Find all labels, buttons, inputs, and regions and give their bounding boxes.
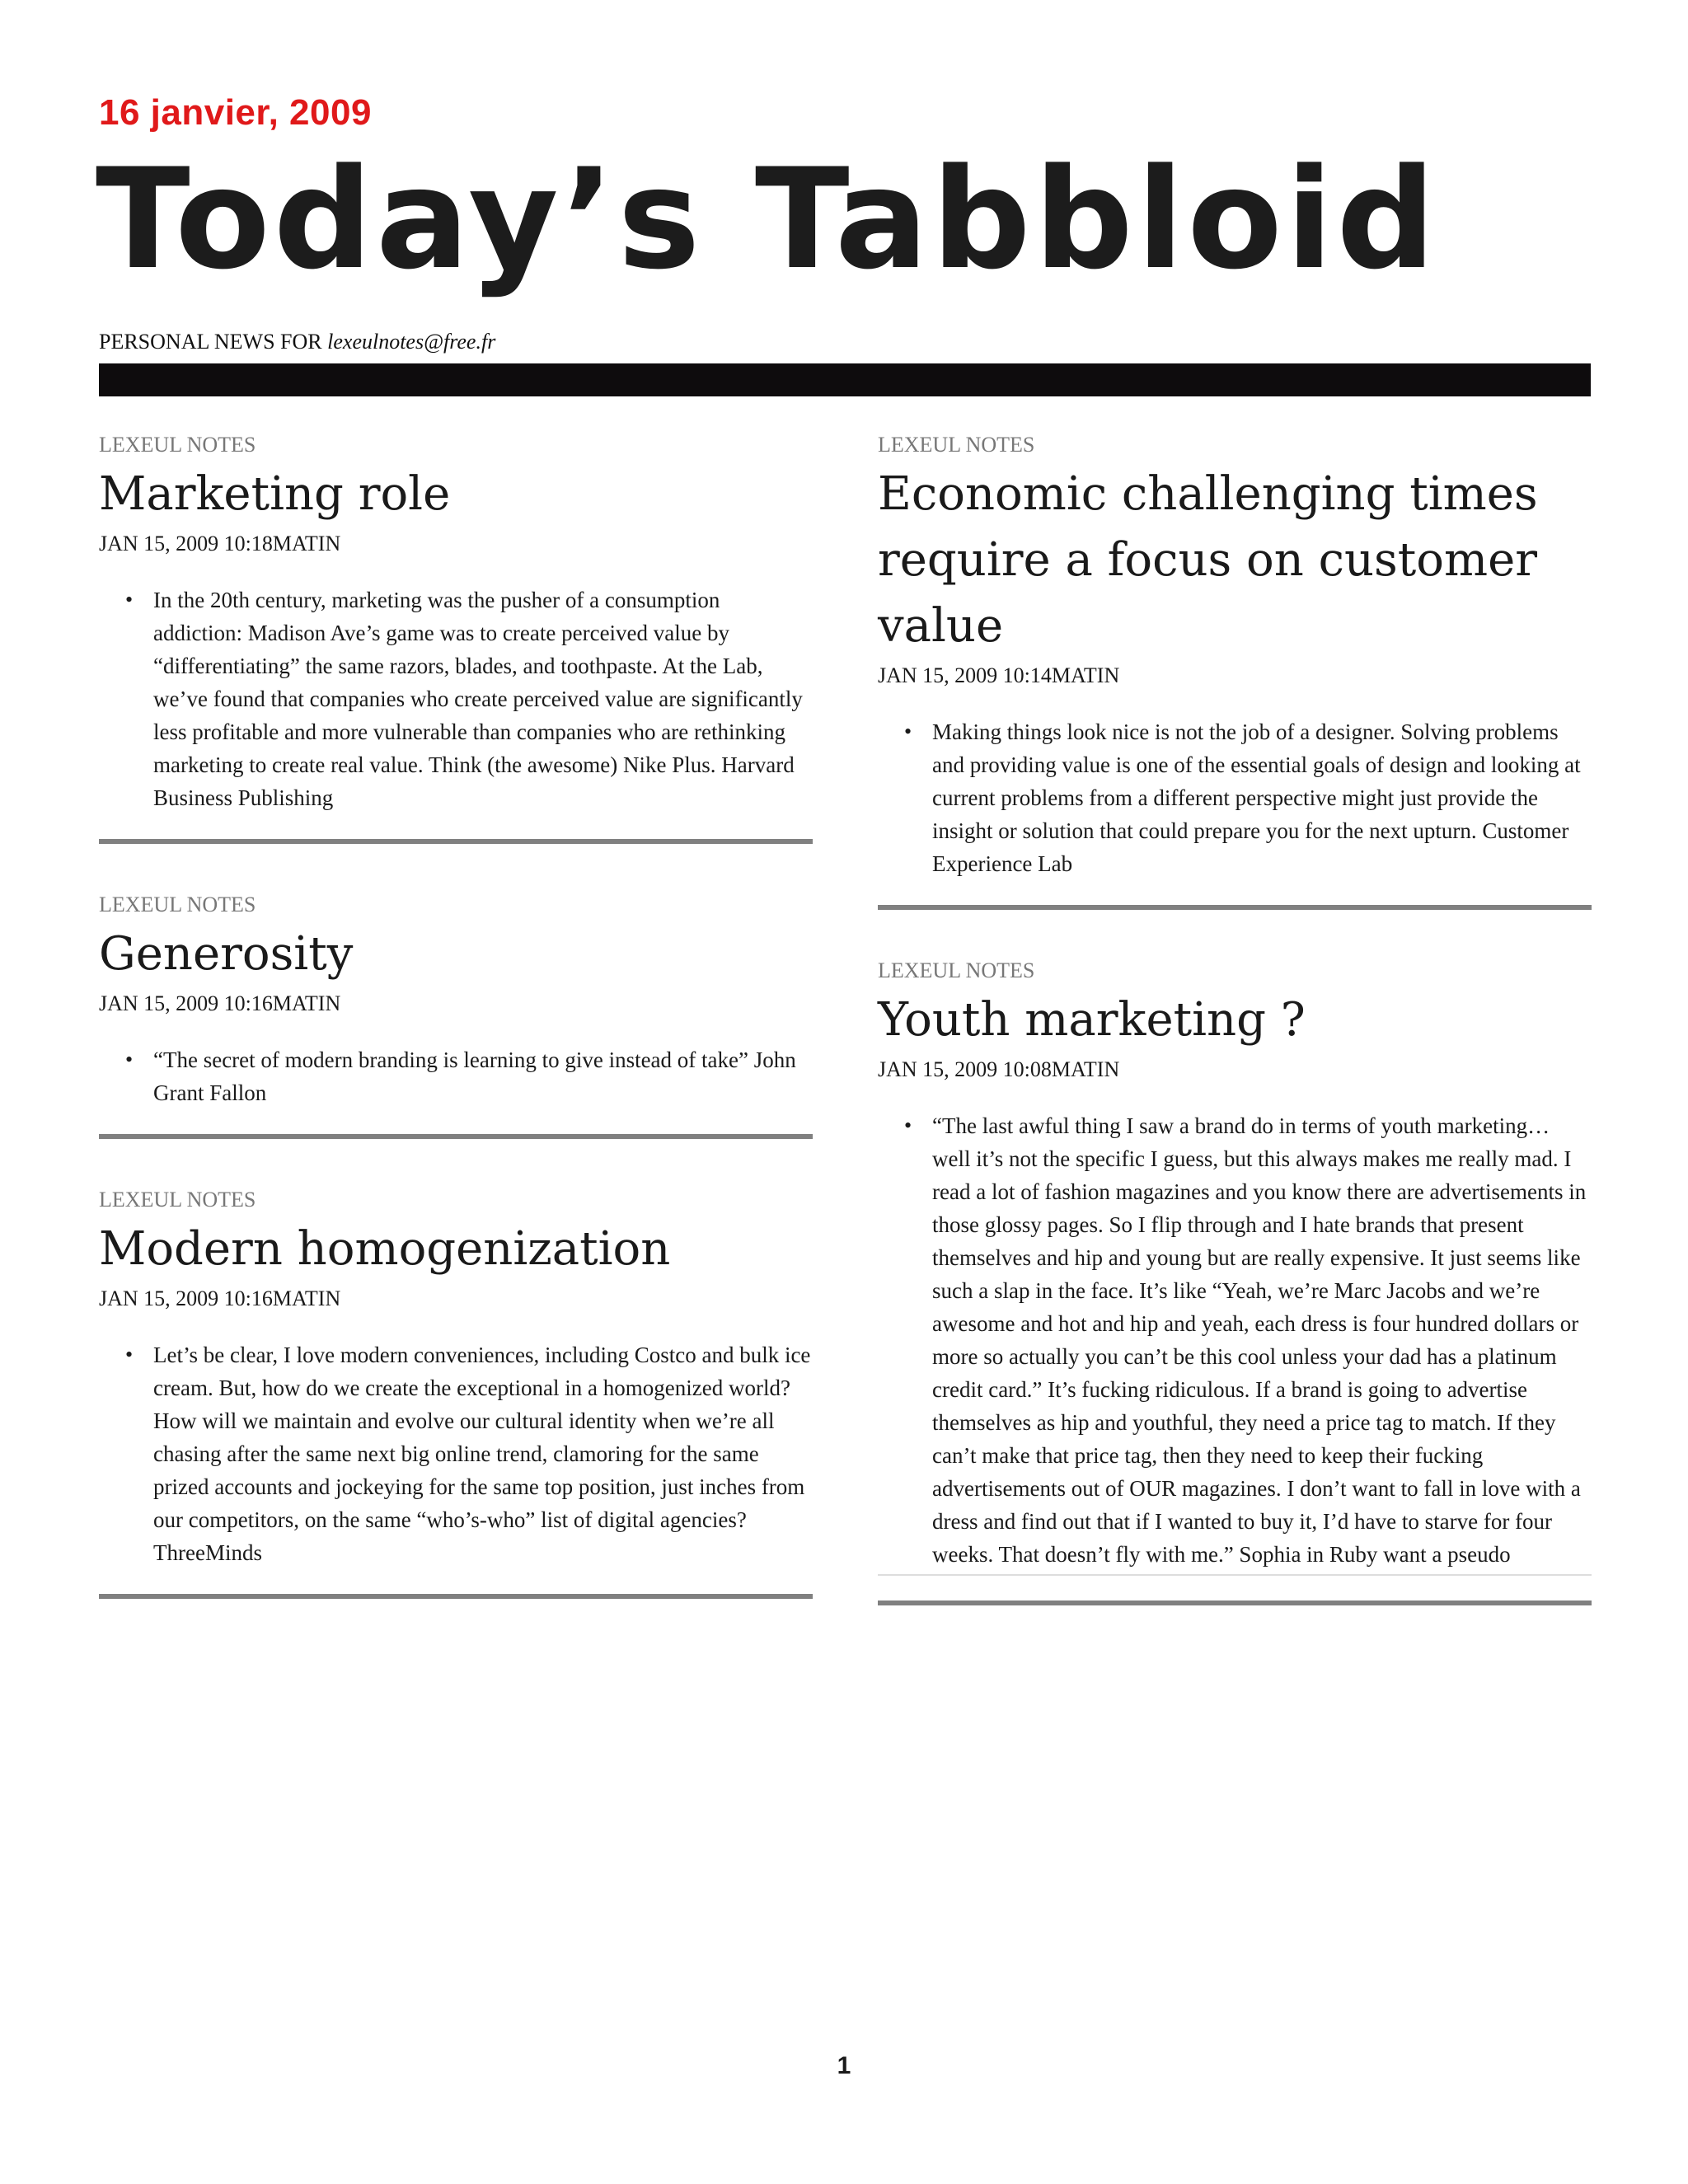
article-body: [99, 1043, 813, 1109]
article-youth-marketing: [878, 954, 1592, 1605]
article-dateline: JAN 15, 2009 10:16MATIN: [99, 1286, 341, 1310]
article-dateline: JAN 15, 2009 10:16MATIN: [99, 991, 341, 1015]
page-number: 1: [837, 2052, 851, 2079]
article-source[interactable]: LEXEUL NOTES: [99, 893, 256, 916]
article-divider: [99, 1134, 813, 1139]
personal-prefix: PERSONAL NEWS FOR: [99, 330, 328, 354]
article-modern-homogenization: [99, 1183, 813, 1599]
article-headline[interactable]: Modern homogenization: [99, 1222, 671, 1276]
article-body-item: • In the 20th century, marketing was the pusher of a consumption addiction: Madison Ave’s game was to create perceived value by “differentiating” the same razors, blades, and toothpaste. At the Lab, we’ve found that companies who create perceived value are significantly less profitable and more vulnerable than companies who are rethinking marketing to create real value. Think (the awesome) Nike Plus. Harvard Business Publishing: [153, 583, 813, 814]
article-body-item: • “The secret of modern branding is learning to give instead of take” John Grant Fallon: [153, 1043, 813, 1109]
article-divider: [878, 905, 1592, 910]
article-body-item: • Making things look nice is not the job of a designer. Solving problems and providing value is one of the essential goals of design and looking at current problems from a different perspective might just provide the insight or solution that could prepare you for the next upturn. Customer Experience Lab: [932, 715, 1592, 880]
article-body: [878, 715, 1592, 880]
article-source[interactable]: LEXEUL NOTES: [99, 433, 256, 457]
article-body-item: • Let’s be clear, I love modern conveniences, including Costco and bulk ice cream. But, how do we create the exceptional in a homogenized world? How will we maintain and evolve our cultural identity when we’re all chasing after the same next big online trend, clamoring for the same prized accounts and jockeying for the same top position, just inches from our competitors, on the same “who’s-who” list of digital agencies? ThreeMinds: [153, 1338, 813, 1569]
article-source[interactable]: LEXEUL NOTES: [878, 958, 1035, 982]
article-body-item: • “The last awful thing I saw a brand do in terms of youth marketing… well it’s not the specific I guess, but this always makes me really mad. I read a lot of fashion magazines and you know there are advertisements in those glossy pages. So I flip through and I hate brands that present themselves and hip and young but are really expensive. It just seems like such a slap in the face. It’s like “Yeah, we’re Marc Jacobs and we’re awesome and hot and hip and yeah, each dress is four hundred dollars or more so actually you can’t be this cool unless your dad has a platinum credit card.” It’s fucking ridiculous. If a brand is going to advertise themselves as hip and youthful, they need a price tag to match. If they can’t make that price tag, then they need to keep their fucking advertisements out of OUR magazines. I don’t want to fall in love with a dress and find out that if I wanted to buy it, I’d have to starve for four weeks. That doesn’t fly with me.” Sophia in Ruby want a pseudo: [932, 1109, 1592, 1571]
article-thin-divider: [878, 1574, 1592, 1576]
masthead-title: Today’s Tabbloid: [96, 138, 1439, 300]
article-headline[interactable]: Marketing role: [99, 467, 451, 521]
article-divider: [99, 1594, 813, 1599]
article-source[interactable]: LEXEUL NOTES: [878, 433, 1035, 457]
personal-news-line: [99, 330, 495, 354]
article-source[interactable]: LEXEUL NOTES: [99, 1188, 256, 1212]
issue-date: 16 janvier, 2009: [99, 92, 372, 133]
article-economic-challenging-times: [878, 429, 1592, 910]
article-divider: [878, 1601, 1592, 1605]
article-headline[interactable]: Youth marketing ?: [878, 993, 1306, 1047]
article-generosity: [99, 888, 813, 1139]
header-bar: [99, 363, 1591, 396]
left-column: [99, 429, 813, 1643]
article-divider: [99, 839, 813, 844]
article-marketing-role: [99, 429, 813, 844]
personal-email: lexeulnotes@free.fr: [327, 330, 496, 354]
article-headline[interactable]: Generosity: [99, 927, 354, 981]
article-body: [99, 583, 813, 814]
article-dateline: JAN 15, 2009 10:14MATIN: [878, 663, 1120, 687]
article-headline[interactable]: Economic challenging times require a focus on customer value: [878, 467, 1538, 653]
article-dateline: JAN 15, 2009 10:08MATIN: [878, 1057, 1120, 1081]
right-column: [878, 429, 1592, 1650]
article-dateline: JAN 15, 2009 10:18MATIN: [99, 532, 341, 555]
article-body: [878, 1109, 1592, 1571]
article-body: [99, 1338, 813, 1569]
